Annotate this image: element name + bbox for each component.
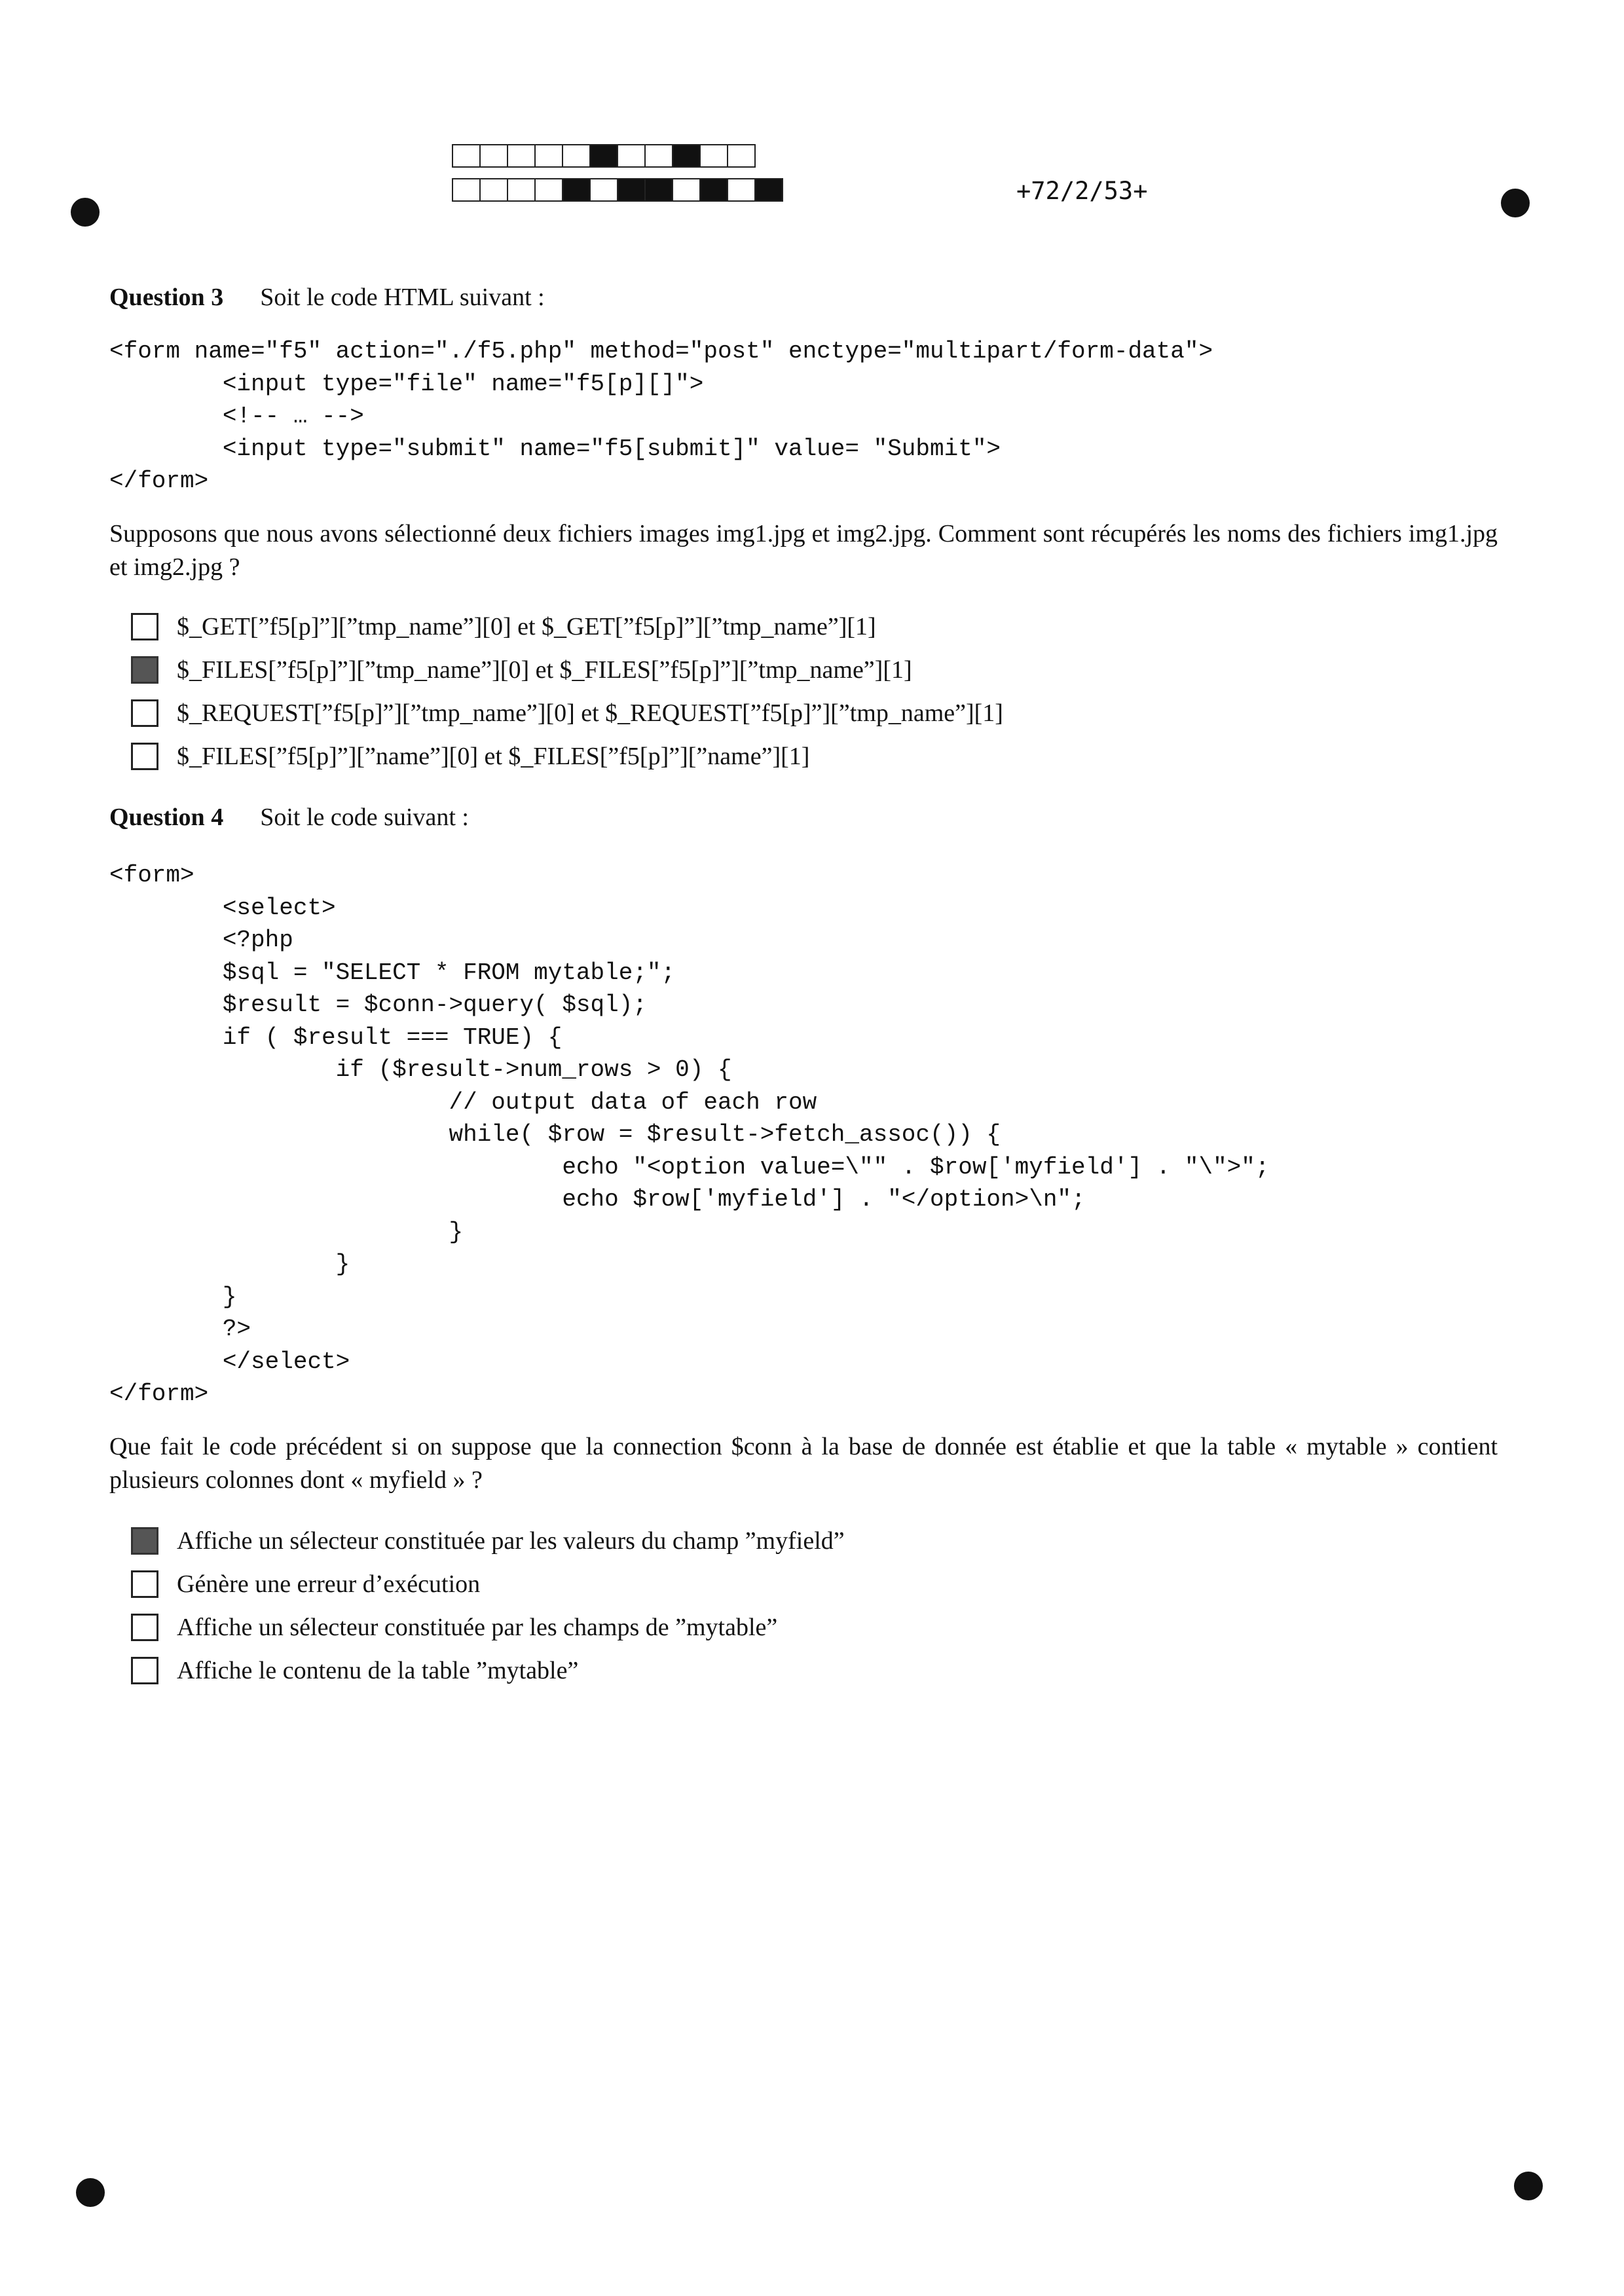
answer-label: Affiche le contenu de la table ”mytable” (177, 1657, 579, 1684)
code-block: <form> <select> <?php $sql = "SELECT * FROM mytable;"; $result = $conn->query( $sql); if ( $result === TRUE) { if ($result->num_rows > 0) { // output data of each row while( $row = $result->fetch_assoc()) { echo "<option value=\"" . $row['myfield'] . "\">"; echo $row['myfield'] . "</option>\n"; } } } ?> </select> </form> (109, 862, 1270, 1407)
question-text: Que fait le code précédent si on suppose que la connection $conn à la base de donnée est établie et que la table « mytable » contient plusieurs colonnes dont « myfield » ? (109, 1433, 1498, 1494)
answer-label: $_GET[”f5[p]”][”tmp_name”][0] et $_GET[”f5[p]”][”tmp_name”][1] (177, 613, 876, 640)
code-block: <form name="f5" action="./f5.php" method="post" enctype="multipart/form-data"> <input type="file" name="f5[p][]"> <!-- … --> <input type="submit" name="f5[submit]" value= "Submit"> </form> (109, 338, 1213, 494)
code-box (644, 144, 673, 168)
code-box (534, 144, 563, 168)
question-3-header (109, 283, 545, 312)
question-4-header (109, 803, 469, 832)
answer-option[interactable] (131, 1519, 845, 1563)
answer-label: Génère une erreur d’exécution (177, 1570, 481, 1598)
question-label: Question 3 (109, 284, 224, 311)
answer-checkbox[interactable] (131, 613, 158, 640)
answer-label: $_REQUEST[”f5[p]”][”tmp_name”][0] et $_REQUEST[”f5[p]”][”tmp_name”][1] (177, 699, 1003, 727)
answer-checkbox[interactable] (131, 1657, 158, 1684)
page-id: +72/2/53+ (1016, 177, 1148, 205)
code-box (507, 178, 536, 202)
page-code-boxes-row-1 (452, 144, 754, 170)
answer-option[interactable] (131, 735, 1003, 778)
code-box (562, 144, 591, 168)
code-box (589, 144, 618, 168)
answer-option[interactable] (131, 1606, 845, 1649)
question-intro: Soit le code suivant : (260, 804, 469, 831)
code-box (479, 144, 508, 168)
registration-mark-top-right (1501, 189, 1530, 217)
question-intro: Soit le code HTML suivant : (260, 284, 545, 311)
code-box (617, 178, 646, 202)
answer-checkbox[interactable] (131, 1614, 158, 1641)
code-box (672, 144, 701, 168)
code-box (452, 178, 481, 202)
question-text: Supposons que nous avons sélectionné deux fichiers images img1.jpg et img2.jpg. Comment sont récupérés les noms des fichiers img1.jpg et img2.jpg ? (109, 520, 1498, 581)
answer-checkbox[interactable] (131, 1570, 158, 1598)
answer-options (131, 1519, 845, 1692)
answer-option[interactable] (131, 605, 1003, 648)
answer-option[interactable] (131, 1649, 845, 1692)
answer-label: $_FILES[”f5[p]”][”tmp_name”][0] et $_FILES[”f5[p]”][”tmp_name”][1] (177, 656, 912, 684)
answer-label: Affiche un sélecteur constituée par les valeurs du champ ”myfield” (177, 1527, 845, 1555)
code-box (589, 178, 618, 202)
code-box (754, 178, 783, 202)
answer-options (131, 605, 1003, 778)
code-box (672, 178, 701, 202)
code-box (452, 144, 481, 168)
answer-option[interactable] (131, 692, 1003, 735)
answer-option[interactable] (131, 1563, 845, 1606)
answer-option[interactable] (131, 648, 1003, 692)
registration-mark-bottom-left (76, 2178, 105, 2207)
code-box (507, 144, 536, 168)
registration-mark-bottom-right (1514, 2172, 1543, 2200)
code-box (727, 178, 756, 202)
code-box (727, 144, 756, 168)
code-box (644, 178, 673, 202)
registration-mark-top-left (71, 198, 100, 227)
answer-label: Affiche un sélecteur constituée par les champs de ”mytable” (177, 1614, 778, 1641)
page-code-boxes-row-2 (452, 178, 782, 204)
code-box (534, 178, 563, 202)
code-box (699, 144, 728, 168)
code-box (562, 178, 591, 202)
answer-checkbox[interactable] (131, 699, 158, 727)
answer-checkbox[interactable] (131, 743, 158, 770)
code-box (479, 178, 508, 202)
answer-checkbox[interactable] (131, 1527, 158, 1555)
question-label: Question 4 (109, 804, 224, 831)
code-box (699, 178, 728, 202)
code-box (617, 144, 646, 168)
answer-checkbox[interactable] (131, 656, 158, 684)
answer-label: $_FILES[”f5[p]”][”name”][0] et $_FILES[”f5[p]”][”name”][1] (177, 743, 810, 770)
